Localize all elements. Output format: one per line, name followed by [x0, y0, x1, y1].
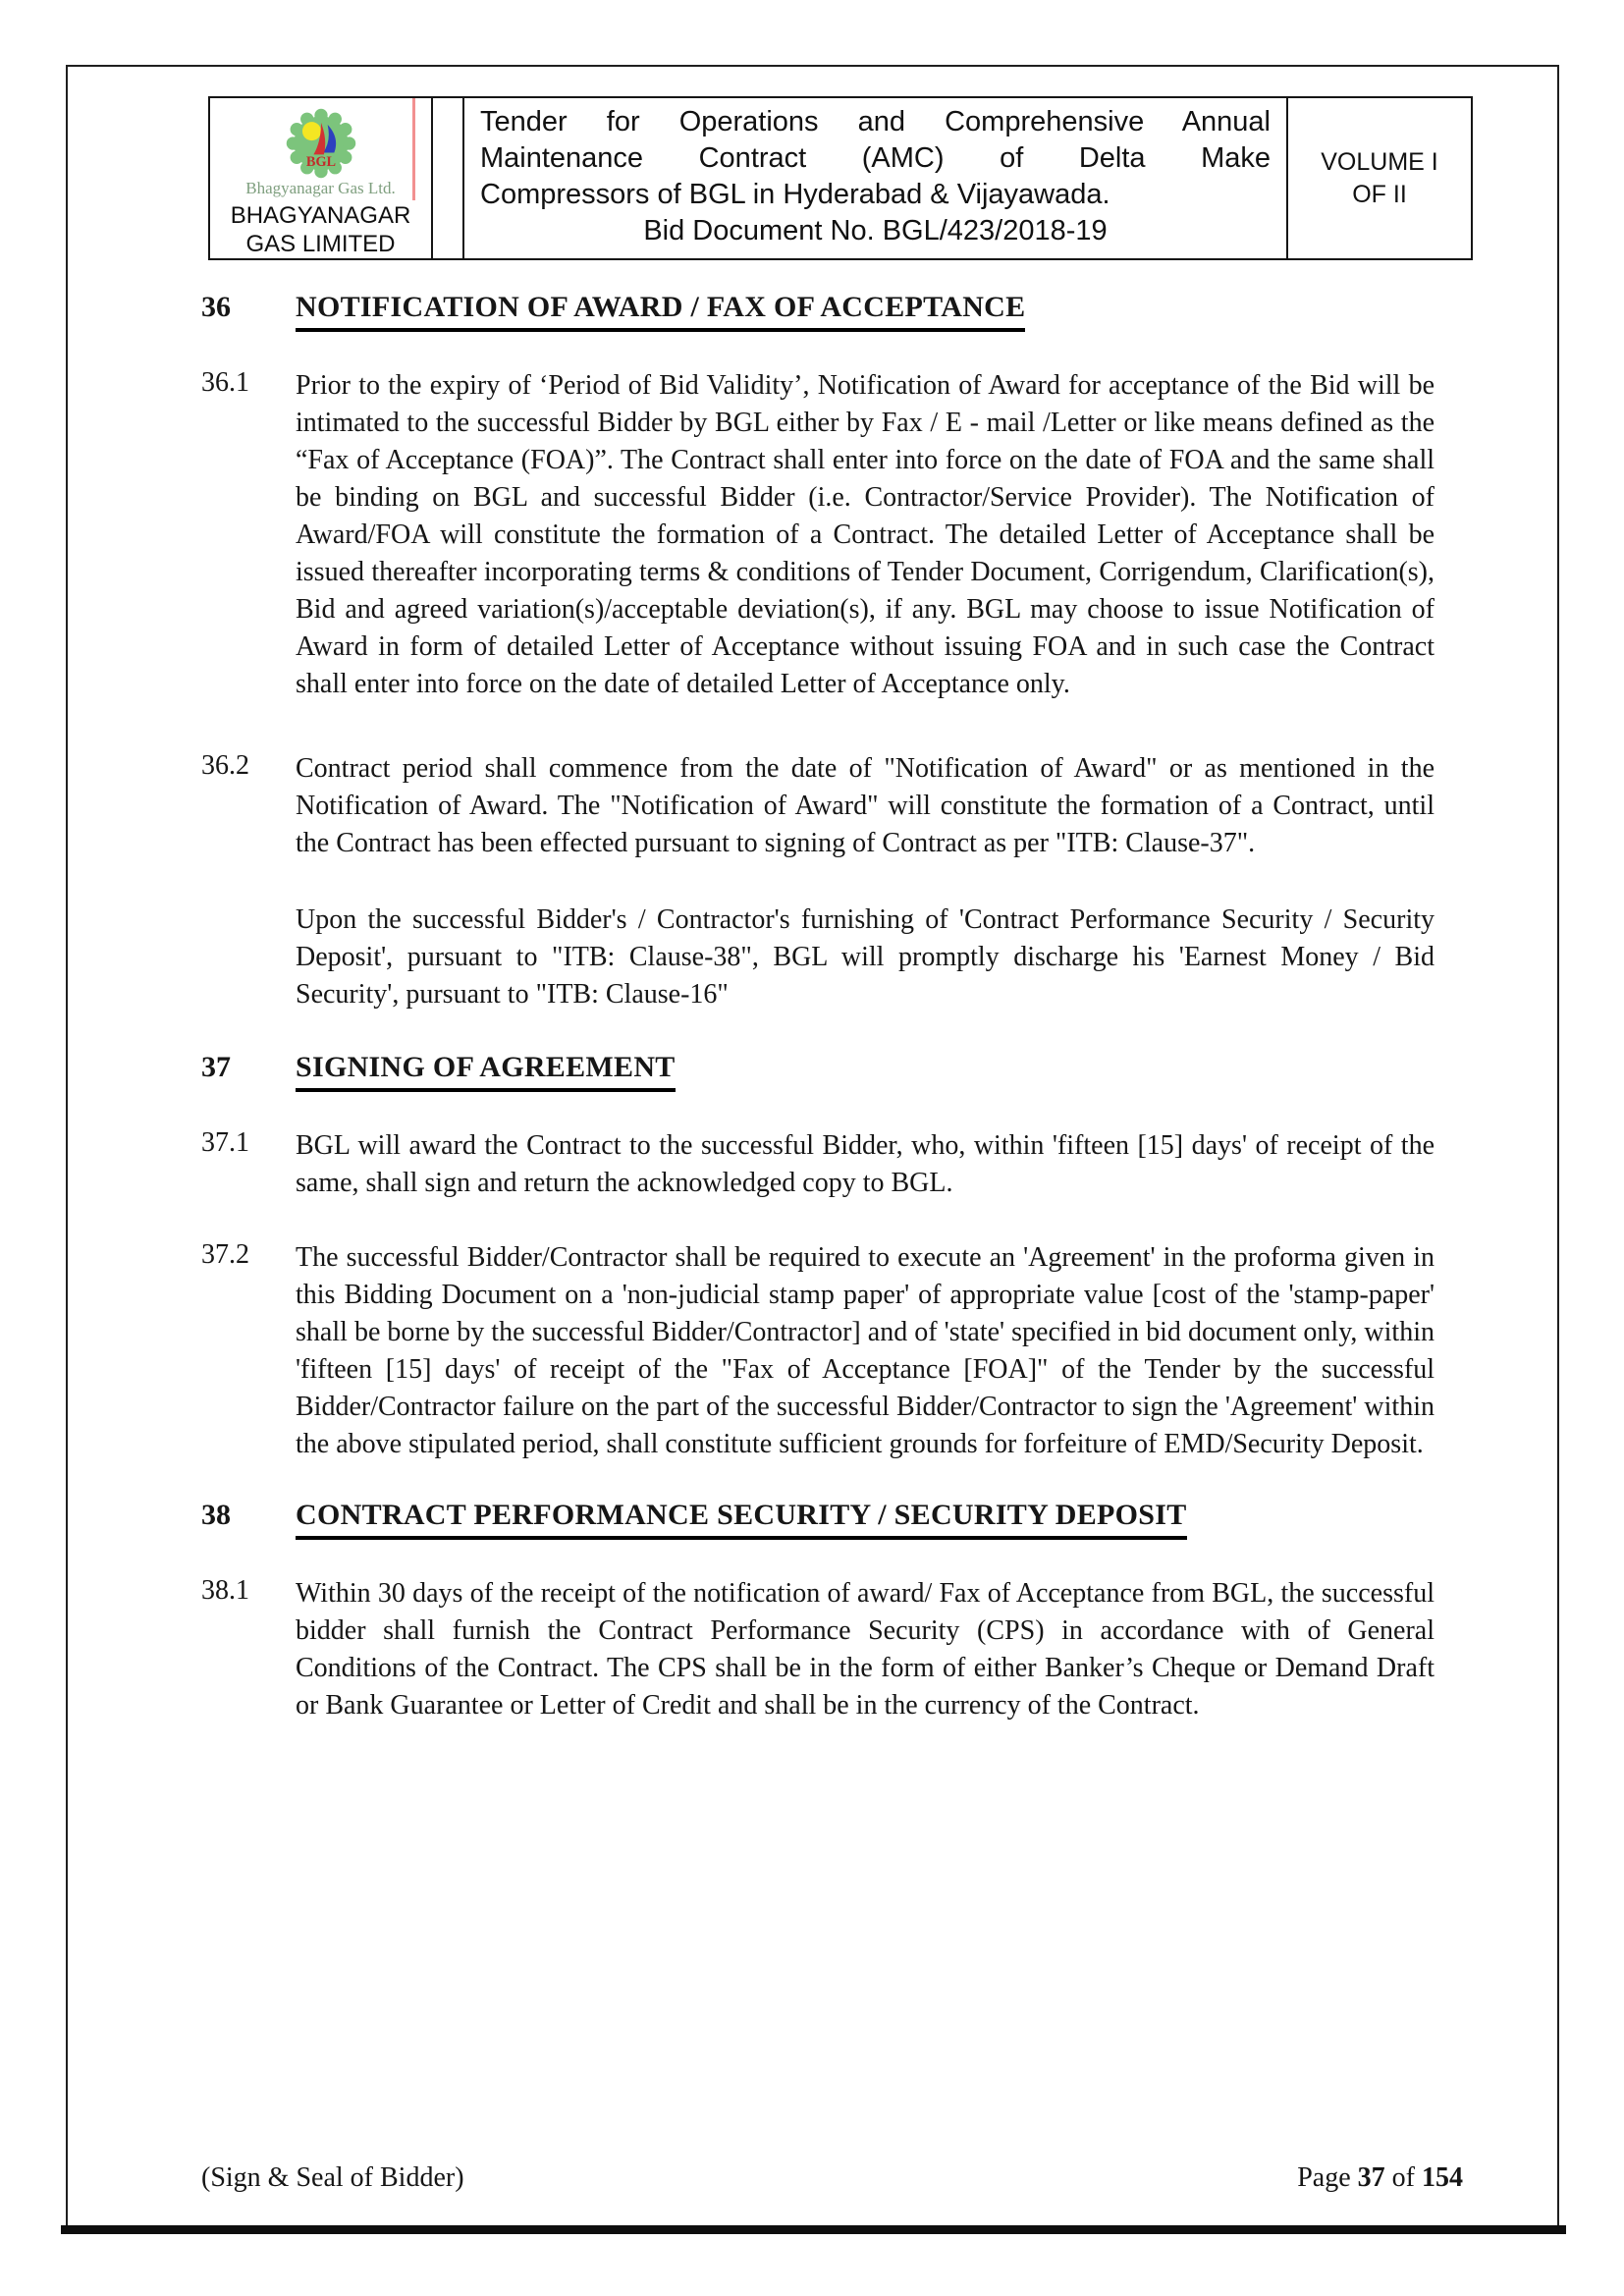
clause-36-2-continued [201, 902, 1435, 1013]
bgl-logo-icon [262, 104, 380, 183]
bid-document-number: Bid Document No. BGL/423/2018-19 [643, 215, 1108, 246]
clause-number: 36.1 [201, 367, 249, 398]
clause-text: Contract period shall commence from the date of "Notification of Award" or as mentioned in the Notification of Award. The "Notification of Award" will constitute the formation of a Contract, until the Contract has been effected pursuant to signing of Contract as per "ITB: Clause-37". [296, 753, 1435, 858]
section-title: CONTRACT PERFORMANCE SECURITY / SECURITY DEPOSIT [296, 1499, 1187, 1540]
logo-subtitle: Bhagyanagar Gas Ltd. [245, 179, 396, 197]
tender-title-line: Maintenance Contract (AMC) of Delta Make [480, 142, 1271, 174]
clause-text: Upon the successful Bidder's / Contractor's furnishing of 'Contract Performance Security / Security Deposit', pursuant to "ITB: Clause-38", BGL will promptly discharge his 'Earnest Money / Bid Security', pursuant to "ITB: Clause-16" [296, 904, 1435, 1010]
clause-number: 37.1 [201, 1127, 249, 1158]
clause-number: 36.2 [201, 750, 249, 781]
page-footer [201, 2162, 1463, 2194]
clause-37-1 [201, 1127, 1435, 1202]
sign-seal-label: (Sign & Seal of Bidder) [201, 2162, 464, 2193]
page-indicator [1297, 2162, 1463, 2194]
section-number: 36 [201, 291, 231, 323]
scan-artifact-line [412, 98, 415, 200]
volume-line: VOLUME I [1321, 147, 1438, 176]
clause-number: 38.1 [201, 1575, 249, 1606]
clause-36-1 [201, 367, 1435, 703]
page-number: 37 [1357, 2162, 1385, 2193]
clause-number [201, 902, 296, 1013]
section-number: 38 [201, 1499, 231, 1531]
clause-36-2 [201, 750, 1435, 862]
document-body [201, 291, 1435, 1724]
document-header-table [208, 96, 1473, 260]
section-title: SIGNING OF AGREEMENT [296, 1051, 676, 1092]
logo-cell [210, 98, 433, 258]
clause-37-2 [201, 1239, 1435, 1463]
section-heading-36 [201, 291, 1435, 324]
of-word: of [1391, 2162, 1415, 2193]
clause-text: BGL will award the Contract to the successful Bidder, who, within 'fifteen [15] days' of receipt of the same, shall sign and return the acknowledged copy to BGL. [296, 1130, 1435, 1198]
section-heading-38 [201, 1499, 1435, 1532]
tender-title-cell [464, 98, 1288, 258]
logo-monogram: BGL [305, 153, 336, 170]
volume-line: OF II [1352, 180, 1407, 208]
logo-sun-icon [301, 122, 320, 140]
clause-text: The successful Bidder/Contractor shall be required to execute an 'Agreement' in the proforma given in this Bidding Document on a 'non-judicial stamp paper' of appropriate value [cost of the 'stamp-paper' shall be borne by the successful Bidder/Contractor] and of 'state' specified in bid document only, within 'fifteen [15] days' of receipt of the "Fax of Acceptance [FOA]" of the Tender by the successful Bidder/Contractor failure on the part of the successful Bidder/Contractor to sign the 'Agreement' within the above stipulated period, shall constitute sufficient grounds for forfeiture of EMD/Security Deposit. [296, 1242, 1435, 1459]
page-bottom-rule [61, 2225, 1566, 2234]
clause-text: Prior to the expiry of ‘Period of Bid Validity’, Notification of Award for acceptance of the Bid will be intimated to the successful Bidder by BGL either by Fax / E - mail /Letter or like means defined as the “Fax of Acceptance (FOA)”. The Contract shall enter into force on the date of FOA and the same shall be binding on BGL and successful Bidder (i.e. Contractor/Service Provider). The Notification of Award/FOA will constitute the formation of a Contract. The detailed Letter of Acceptance shall be issued thereafter incorporating terms & conditions of Tender Document, Corrigendum, Clarification(s), Bid and agreed variation(s)/acceptable deviation(s), if any. BGL may choose to issue Notification of Award in form of detailed Letter of Acceptance without issuing FOA and in such case the Contract shall enter into force on the date of detailed Letter of Acceptance only. [296, 370, 1435, 699]
clause-number: 37.2 [201, 1239, 249, 1270]
tender-title-line: Tender for Operations and Comprehensive Annual [480, 106, 1271, 137]
organization-name: BHAGYANAGAR GAS LIMITED [230, 202, 411, 257]
volume-cell [1288, 98, 1471, 258]
page-total: 154 [1422, 2162, 1463, 2193]
section-title: NOTIFICATION OF AWARD / FAX OF ACCEPTANCE [296, 291, 1025, 332]
tender-title-line: Compressors of BGL in Hyderabad & Vijayawada. [480, 179, 1110, 210]
page-word: Page [1297, 2162, 1351, 2193]
clause-38-1 [201, 1575, 1435, 1724]
section-number: 37 [201, 1051, 231, 1083]
clause-text: Within 30 days of the receipt of the notification of award/ Fax of Acceptance from BGL, the successful bidder shall furnish the Contract Performance Security (CPS) in accordance with of General Conditions of the Contract. The CPS shall be in the form of either Banker’s Cheque or Demand Draft or Bank Guarantee or Letter of Credit and shall be in the currency of the Contract. [296, 1578, 1435, 1721]
section-heading-37 [201, 1051, 1435, 1084]
header-spacer-cell [433, 98, 464, 258]
